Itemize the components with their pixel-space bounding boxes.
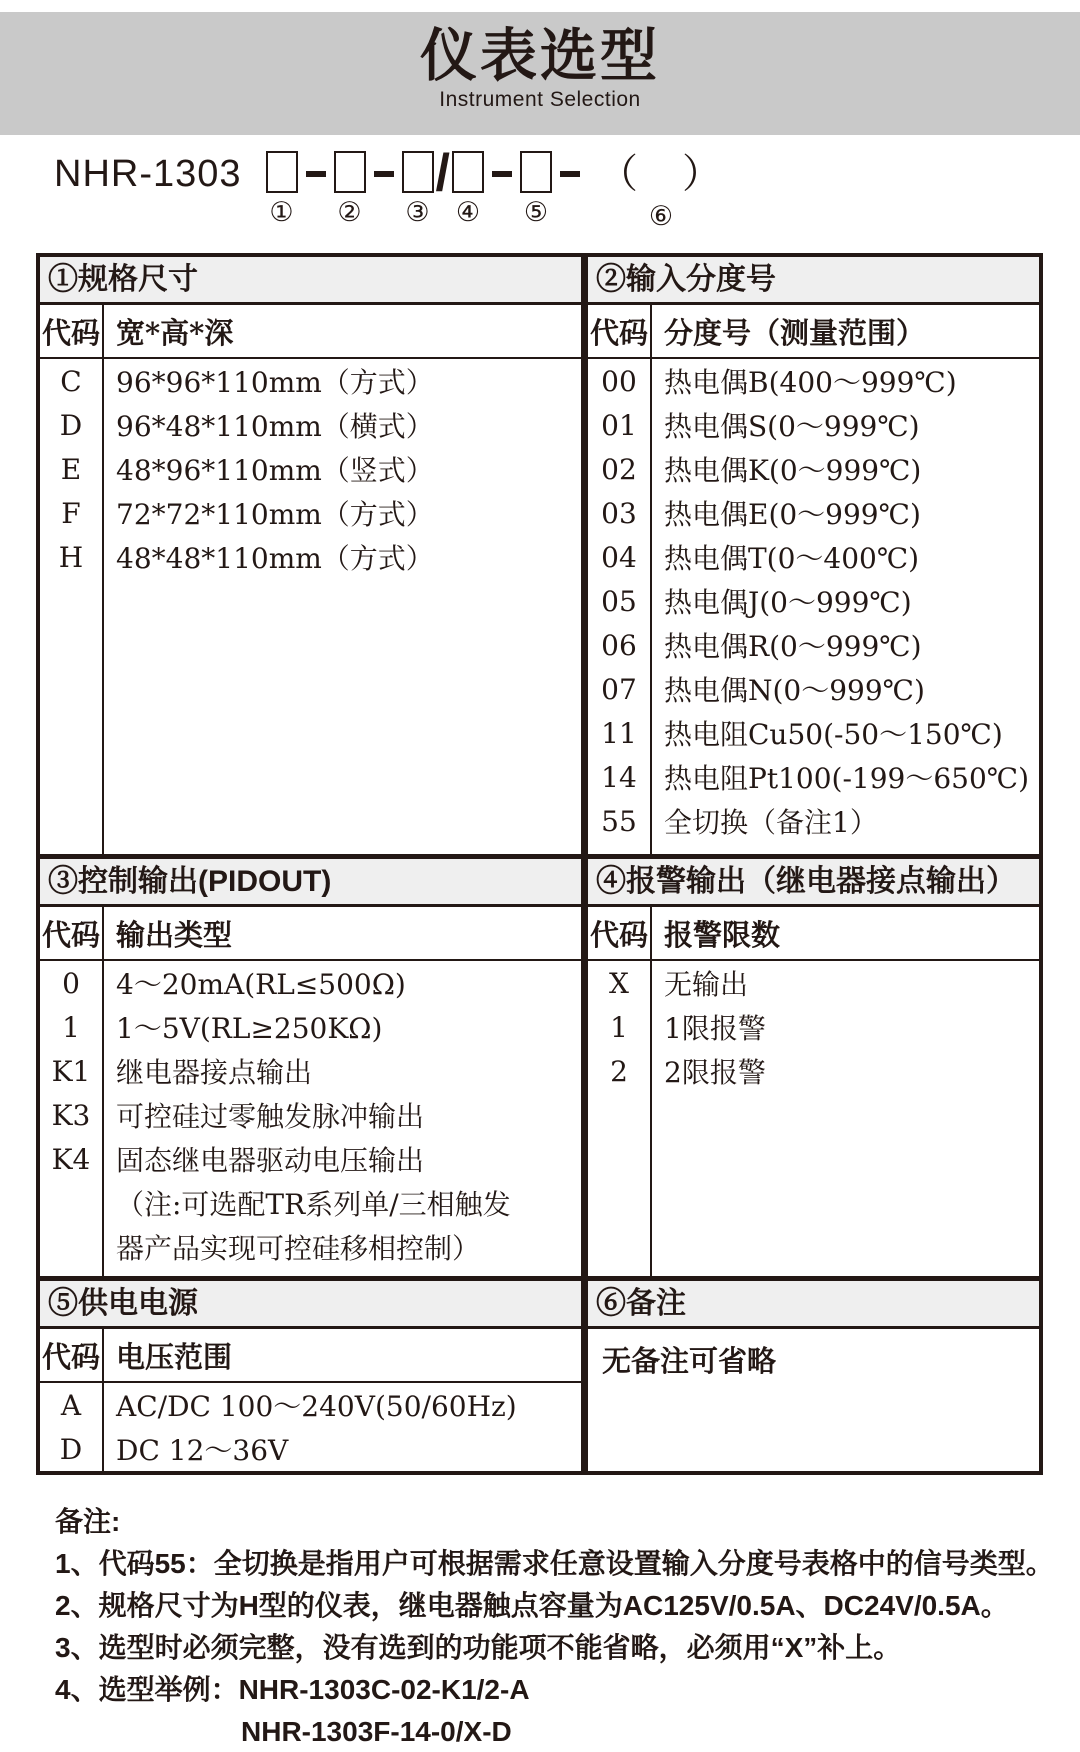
code-cell: A — [60, 1388, 82, 1422]
table-row — [40, 491, 581, 535]
model-box — [402, 151, 434, 193]
table-row — [588, 1049, 1039, 1093]
table-row — [588, 623, 1039, 667]
note-item-4-example-2: NHR-1303F-14-0/X-D — [241, 1716, 512, 1747]
section6-header: ⑥备注 — [588, 1281, 1039, 1329]
band-power-remark — [40, 1276, 1039, 1471]
desc-cell: 热电阻Cu50(-50～150℃) — [664, 718, 1003, 751]
column-header-code: 代码 — [41, 917, 100, 952]
code-cell: 01 — [601, 408, 637, 442]
section-power-supply — [40, 1281, 583, 1471]
model-box — [266, 151, 298, 193]
dash-icon — [374, 171, 394, 177]
code-cell: 00 — [601, 364, 637, 398]
section-control-output — [40, 859, 583, 1276]
circled-digit-4: ④ — [455, 197, 481, 227]
column-header-code: 代码 — [589, 917, 648, 952]
section-alarm-output — [583, 859, 1039, 1276]
table-row — [588, 1005, 1039, 1049]
model-box — [334, 151, 366, 193]
table-row — [40, 535, 581, 579]
model-slot-6 — [598, 151, 724, 231]
column-header-desc: 宽*高*深 — [116, 315, 234, 350]
table-row — [40, 359, 581, 403]
section5-rows — [40, 1383, 581, 1471]
column-header-code: 代码 — [41, 1339, 100, 1374]
code-cell: K4 — [51, 1142, 91, 1176]
desc-cell: 热电阻Pt100(-199～650℃) — [664, 762, 1030, 795]
desc-cell: （注:可选配TR系列单/三相触发 — [116, 1188, 511, 1221]
table-row — [40, 1049, 581, 1093]
model-box — [452, 151, 484, 193]
page-subtitle: Instrument Selection — [439, 88, 641, 111]
section-input-index — [583, 257, 1039, 854]
column-header-desc: 分度号（测量范围） — [664, 315, 926, 350]
model-slot-3 — [402, 151, 434, 227]
column-header-desc: 电压范围 — [116, 1339, 233, 1374]
slash-separator: / — [435, 144, 450, 202]
column-header-desc: 输出类型 — [116, 917, 233, 952]
desc-cell: 热电偶T(0～400℃) — [664, 542, 920, 575]
selection-table — [36, 253, 1043, 1475]
code-cell: 05 — [601, 584, 637, 618]
code-cell: 07 — [601, 672, 637, 706]
section3-header: ③控制输出(PIDOUT) — [40, 859, 581, 907]
desc-cell: 72*72*110mm（方式） — [116, 498, 434, 531]
model-slot-2 — [334, 151, 366, 227]
column-header-desc: 报警限数 — [664, 917, 781, 952]
table-row — [588, 491, 1039, 535]
note-item-3: 3、选型时必须完整，没有选到的功能项不能省略，必须用“X”补上。 — [55, 1632, 902, 1663]
page-title: 仪表选型 — [420, 24, 660, 88]
table-row — [588, 447, 1039, 491]
desc-cell: 热电偶R(0～999℃) — [664, 630, 922, 663]
table-row — [40, 1093, 581, 1137]
section1-header: ①规格尺寸 — [40, 257, 581, 305]
desc-cell: DC 12～36V — [116, 1434, 289, 1467]
circled-digit-6: ⑥ — [648, 201, 674, 231]
code-cell: X — [609, 966, 629, 1000]
table-row — [40, 1427, 581, 1471]
desc-cell: 热电偶S(0～999℃) — [664, 410, 920, 443]
dash-icon — [306, 171, 326, 177]
model-code-line — [54, 144, 1080, 231]
code-cell: K1 — [51, 1054, 91, 1088]
section1-column-headers — [40, 305, 581, 359]
title-banner — [0, 12, 1080, 135]
table-row — [40, 447, 581, 491]
section5-header: ⑤供电电源 — [40, 1281, 581, 1329]
code-cell: 55 — [601, 804, 637, 838]
dash-icon — [492, 171, 512, 177]
table-row — [588, 403, 1039, 447]
desc-cell: 96*48*110mm（横式） — [116, 410, 434, 443]
code-cell: 04 — [601, 540, 637, 574]
code-cell: 2 — [610, 1054, 628, 1088]
desc-cell: 可控硅过零触发脉冲输出 — [116, 1100, 425, 1133]
desc-cell: 热电偶B(400～999℃) — [664, 366, 957, 399]
footer-notes — [55, 1501, 1080, 1752]
code-cell: E — [60, 452, 82, 486]
table-row — [588, 579, 1039, 623]
code-cell: 14 — [601, 760, 637, 794]
desc-cell: 48*48*110mm（方式） — [116, 542, 434, 575]
model-prefix: NHR-1303 — [54, 153, 242, 195]
table-row — [40, 1137, 581, 1181]
note-item-4: 4、选型举例：NHR-1303C-02-K1/2-A — [55, 1674, 530, 1705]
section6-body — [588, 1329, 1039, 1471]
model-box — [520, 151, 552, 193]
desc-cell: 无输出 — [664, 968, 749, 1001]
section4-rows — [588, 961, 1039, 1276]
table-row — [40, 403, 581, 447]
table-row — [588, 961, 1039, 1005]
desc-cell: 热电偶K(0～999℃) — [664, 454, 922, 487]
desc-cell: 固态继电器驱动电压输出 — [116, 1144, 425, 1177]
desc-cell: 48*96*110mm（竖式） — [116, 454, 434, 487]
desc-cell: 全切换（备注1） — [664, 806, 878, 839]
column-header-code: 代码 — [41, 315, 100, 350]
section2-column-headers — [588, 305, 1039, 359]
code-cell: 1 — [610, 1010, 628, 1044]
section2-rows — [588, 359, 1039, 854]
code-cell: D — [59, 1432, 83, 1466]
section-spec-size — [40, 257, 583, 854]
code-cell: 03 — [601, 496, 637, 530]
band-output-alarm — [40, 854, 1039, 1276]
code-cell: K3 — [51, 1098, 91, 1132]
section3-rows — [40, 961, 581, 1276]
code-cell: 02 — [601, 452, 637, 486]
code-cell: 1 — [62, 1010, 80, 1044]
code-cell: D — [59, 408, 83, 442]
section2-header: ②输入分度号 — [588, 257, 1039, 305]
column-header-code: 代码 — [589, 315, 648, 350]
desc-cell: 热电偶J(0～999℃) — [664, 586, 912, 619]
desc-cell: 继电器接点输出 — [116, 1056, 313, 1089]
table-row — [588, 799, 1039, 843]
desc-cell: 1～5V(RL≥250KΩ) — [116, 1012, 383, 1045]
note-item-2: 2、规格尺寸为H型的仪表，继电器触点容量为AC125V/0.5A、DC24V/0.5A。 — [55, 1590, 1009, 1621]
dash-separator — [492, 151, 512, 197]
dash-icon — [560, 171, 580, 177]
model-slot-4 — [452, 151, 484, 227]
notes-label: 备注: — [55, 1506, 121, 1537]
table-row — [40, 961, 581, 1005]
section4-body — [588, 907, 1039, 1276]
dash-separator — [374, 151, 394, 197]
model-slot-1 — [266, 151, 298, 227]
section1-rows — [40, 359, 581, 854]
code-cell: 11 — [601, 716, 637, 750]
note-item-1: 1、代码55：全切换是指用户可根据需求任意设置输入分度号表格中的信号类型。 — [55, 1548, 1054, 1579]
code-cell: F — [61, 496, 81, 530]
desc-cell: 热电偶N(0～999℃) — [664, 674, 925, 707]
section-remark — [583, 1281, 1039, 1471]
circled-digit-3: ③ — [405, 197, 430, 227]
section4-header: ④报警输出（继电器接点输出） — [588, 859, 1039, 907]
band-spec-input — [40, 257, 1039, 854]
desc-cell: 96*96*110mm（方式） — [116, 366, 434, 399]
table-row — [588, 359, 1039, 403]
circled-digit-5: ⑤ — [523, 197, 549, 227]
model-slot-5 — [520, 151, 552, 227]
desc-cell: 1限报警 — [664, 1012, 766, 1045]
desc-cell: 2限报警 — [664, 1056, 766, 1089]
table-row — [588, 755, 1039, 799]
circled-digit-1: ① — [269, 197, 294, 227]
code-cell: H — [58, 540, 84, 574]
code-cell: C — [60, 364, 82, 398]
table-row — [40, 1005, 581, 1049]
desc-cell: 器产品实现可控硅移相控制） — [116, 1232, 481, 1265]
section5-body — [40, 1329, 581, 1471]
table-row — [588, 667, 1039, 711]
desc-cell: 热电偶E(0～999℃) — [664, 498, 921, 531]
desc-cell: AC/DC 100～240V(50/60Hz) — [116, 1390, 517, 1423]
circled-digit-2: ② — [337, 197, 362, 227]
table-row — [40, 1383, 581, 1427]
table-row — [588, 711, 1039, 755]
section1-body — [40, 305, 581, 854]
section2-body — [588, 305, 1039, 854]
section3-column-headers — [40, 907, 581, 961]
remark-content: 无备注可省略 — [602, 1344, 777, 1378]
table-row — [588, 535, 1039, 579]
section3-body — [40, 907, 581, 1276]
section4-column-headers — [588, 907, 1039, 961]
code-cell: 06 — [601, 628, 637, 662]
code-cell: 0 — [62, 966, 80, 1000]
desc-cell: 4～20mA(RL≤500Ω) — [116, 968, 406, 1001]
parentheses: （ ） — [597, 152, 724, 196]
section5-column-headers — [40, 1329, 581, 1383]
table-row-note — [40, 1181, 581, 1225]
dash-separator — [306, 151, 326, 197]
dash-separator — [560, 151, 580, 197]
table-row-note — [40, 1225, 581, 1269]
